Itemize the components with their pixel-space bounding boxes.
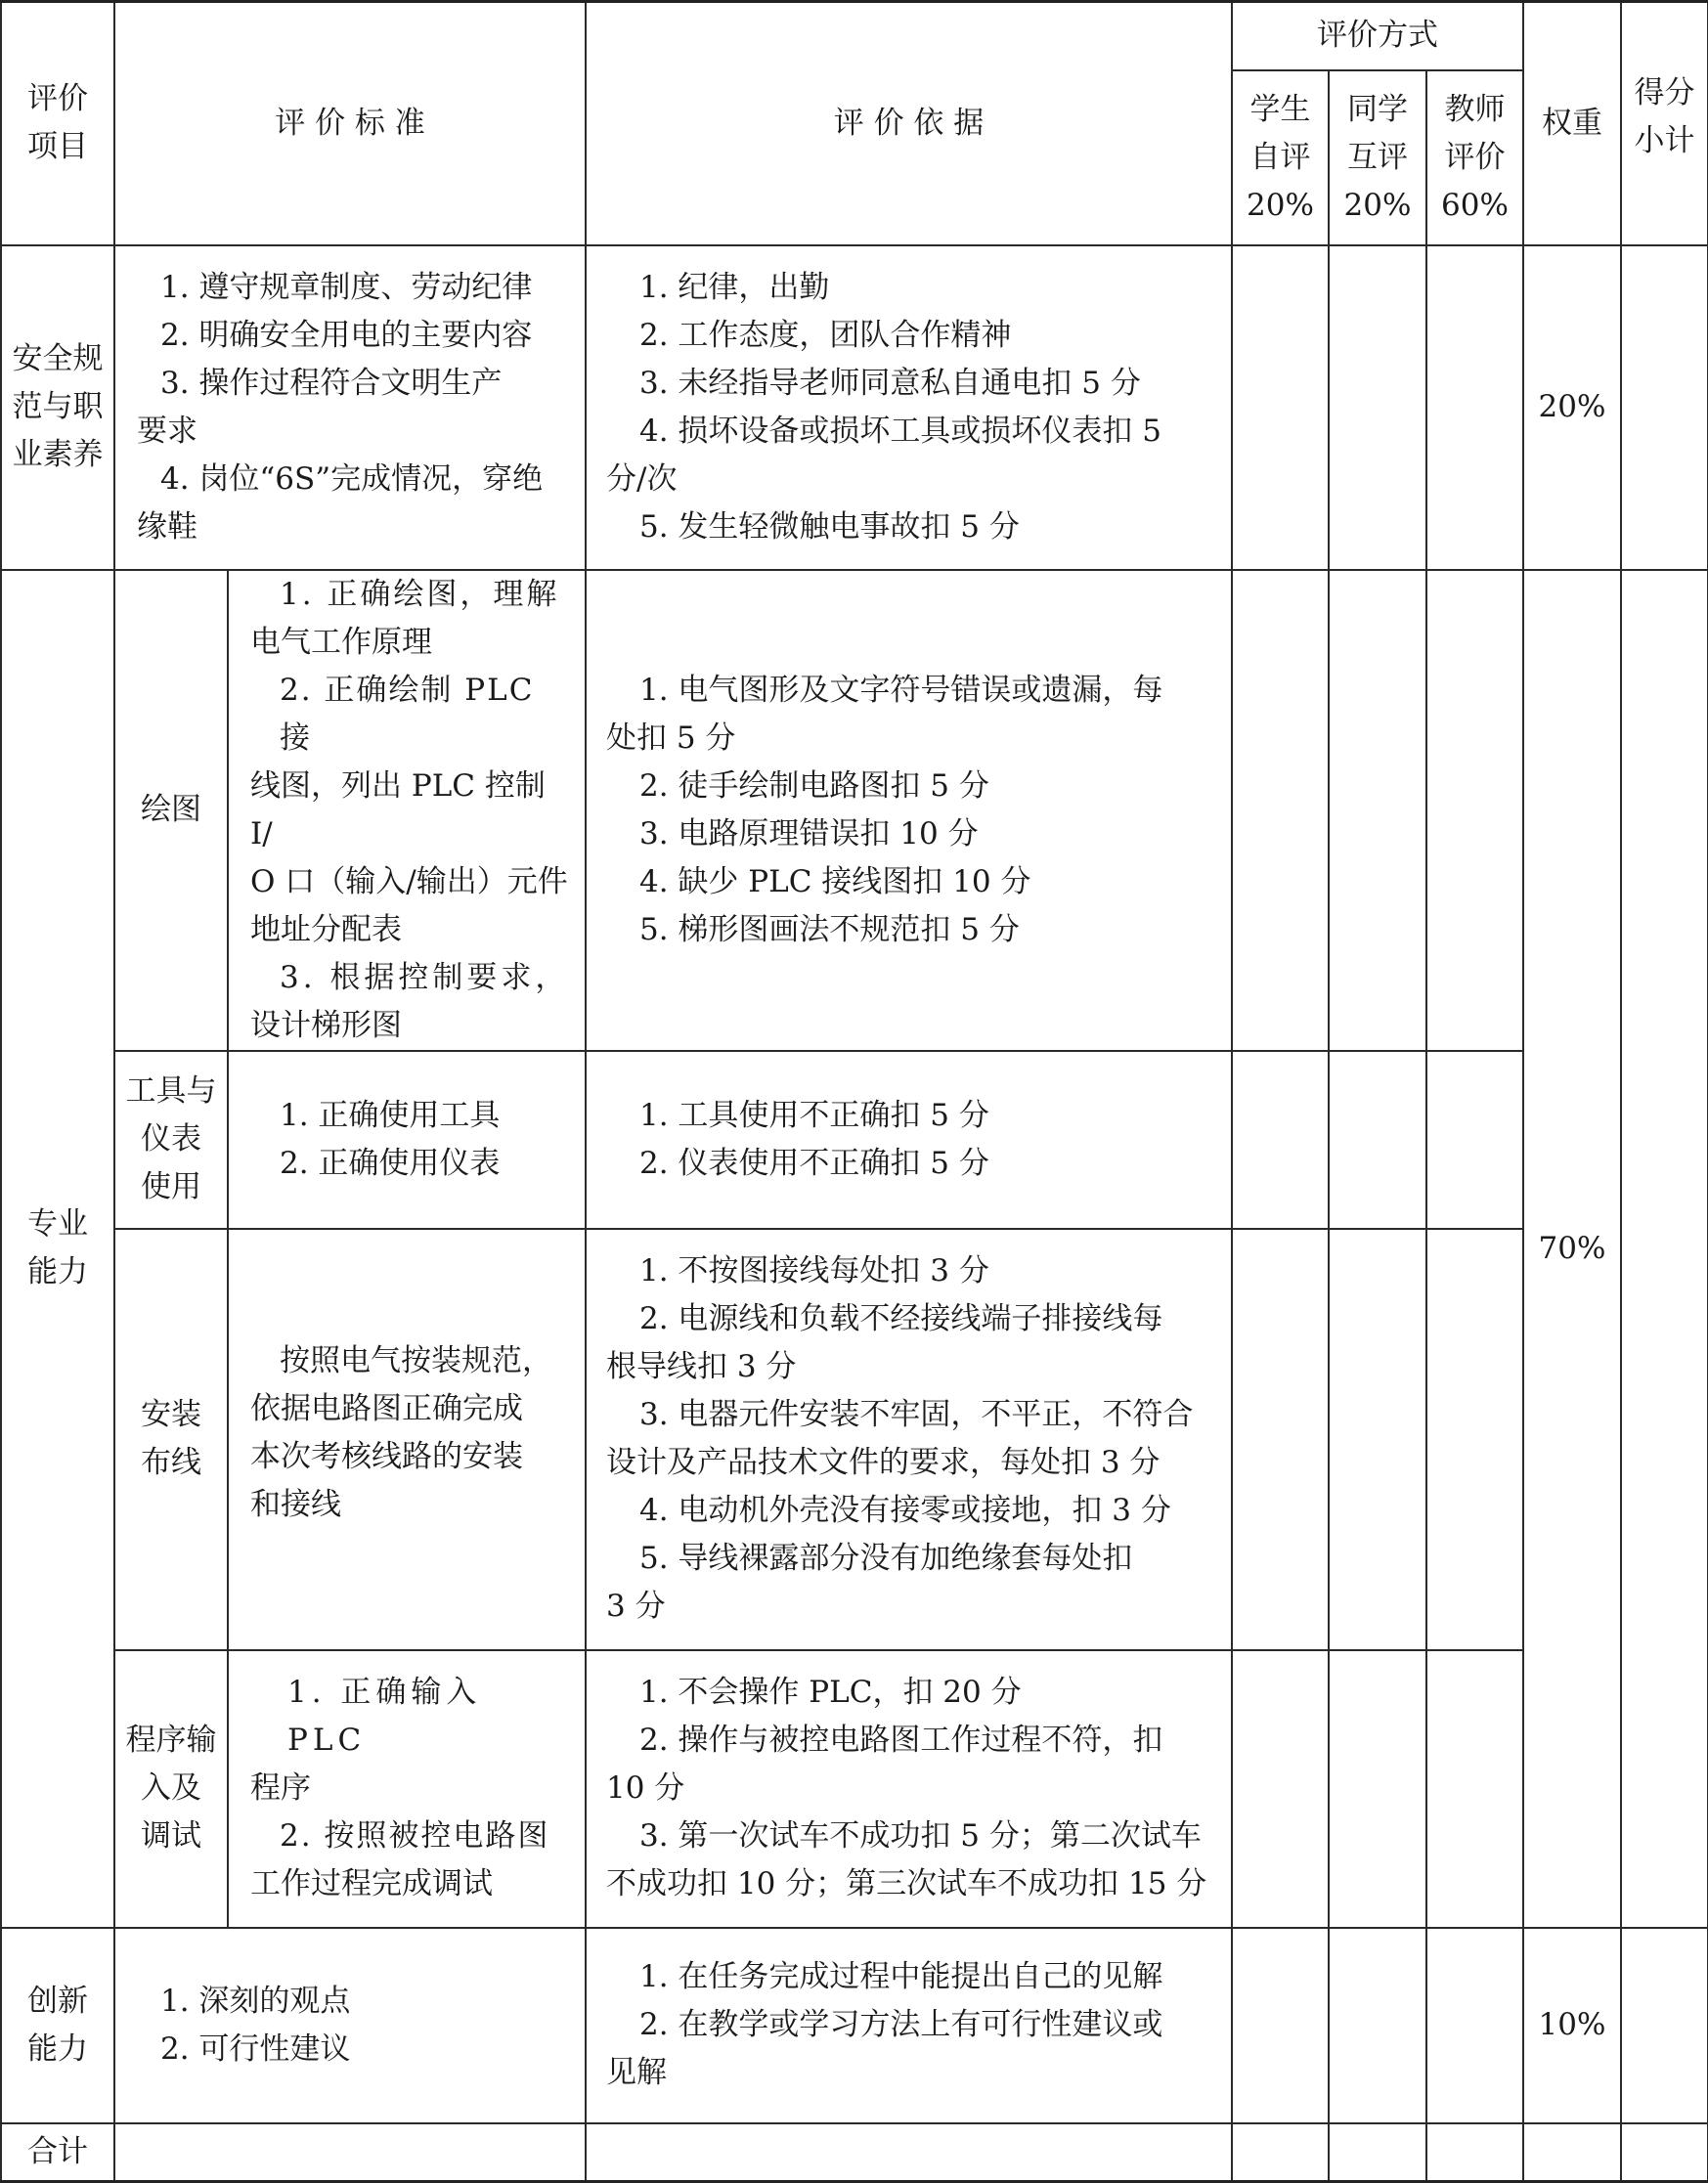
innovation-basis: 1. 在任务完成过程中能提出自己的见解 2. 在教学或学习方法上有可行性建议或 见解 <box>586 1928 1232 2123</box>
total-self-score <box>1232 2123 1329 2182</box>
table-row <box>1 1650 1708 1928</box>
program-label: 程序输 入及 调试 <box>114 1650 228 1928</box>
safety-basis: 1. 纪律，出勤 2. 工作态度，团队合作精神 3. 未经指导老师同意私自通电扣 5 分 4. 损坏设备或损坏工具或损坏仪表扣 5 分/次 5. 发生轻微触电事故扣 5 分 <box>586 245 1232 570</box>
tools-peer-score <box>1329 1051 1426 1229</box>
header-peer-eval: 同学 互评 20% <box>1329 70 1426 245</box>
professional-subtotal <box>1621 570 1708 1928</box>
table-row <box>1 245 1708 570</box>
innovation-subtotal <box>1621 1928 1708 2123</box>
safety-peer-score <box>1329 245 1426 570</box>
safety-self-score <box>1232 245 1329 570</box>
install-peer-score <box>1329 1229 1426 1650</box>
innovation-self-score <box>1232 1928 1329 2123</box>
header-self-eval: 学生 自评 20% <box>1232 70 1329 245</box>
safety-weight: 20% <box>1523 245 1621 570</box>
drawing-self-score <box>1232 570 1329 1051</box>
program-standard: 1. 正确输入 PLC 程序 2. 按照被控电路图 工作过程完成调试 <box>228 1650 586 1928</box>
innovation-item: 创新 能力 <box>1 1928 114 2123</box>
total-basis <box>586 2123 1232 2182</box>
header-teacher-eval: 教师 评价 60% <box>1426 70 1523 245</box>
table-row <box>1 1051 1708 1229</box>
table-row <box>1 2123 1708 2182</box>
program-basis: 1. 不会操作 PLC，扣 20 分 2. 操作与被控电路图工作过程不符，扣 10 分 3. 第一次试车不成功扣 5 分；第二次试车 不成功扣 10 分；第三次试车不成功扣 15 分 <box>586 1650 1232 1928</box>
drawing-peer-score <box>1329 570 1426 1051</box>
professional-weight: 70% <box>1523 570 1621 1928</box>
safety-subtotal <box>1621 245 1708 570</box>
drawing-label: 绘图 <box>114 570 228 1051</box>
install-standard: 按照电气按装规范， 依据电路图正确完成 本次考核线路的安装 和接线 <box>228 1229 586 1650</box>
professional-item: 专业 能力 <box>1 570 114 1928</box>
total-teacher-score <box>1426 2123 1523 2182</box>
tools-teacher-score <box>1426 1051 1523 1229</box>
install-self-score <box>1232 1229 1329 1650</box>
safety-standard: 1. 遵守规章制度、劳动纪律 2. 明确安全用电的主要内容 3. 操作过程符合文明生产 要求 4. 岗位“6S”完成情况，穿绝 缘鞋 <box>114 245 586 570</box>
install-basis: 1. 不按图接线每处扣 3 分 2. 电源线和负载不经接线端子排接线每 根导线扣 3 分 3. 电器元件安装不牢固，不平正，不符合 设计及产品技术文件的要求，每处扣 3 分 4. 电动机外壳没有接零或接地，扣 3 分 5. 导线裸露部分没有加绝缘套每处扣 3 分 <box>586 1229 1232 1650</box>
tools-label: 工具与 仪表 使用 <box>114 1051 228 1229</box>
tools-standard: 1. 正确使用工具 2. 正确使用仪表 <box>228 1051 586 1229</box>
program-teacher-score <box>1426 1650 1523 1928</box>
header-score: 得分 小计 <box>1621 2 1708 245</box>
table-row <box>1 1928 1708 2123</box>
header-weight: 权重 <box>1523 2 1621 245</box>
total-peer-score <box>1329 2123 1426 2182</box>
table-row <box>1 570 1708 1051</box>
tools-basis: 1. 工具使用不正确扣 5 分 2. 仪表使用不正确扣 5 分 <box>586 1051 1232 1229</box>
header-method: 评价方式 <box>1232 2 1523 70</box>
innovation-teacher-score <box>1426 1928 1523 2123</box>
drawing-basis: 1. 电气图形及文字符号错误或遗漏，每 处扣 5 分 2. 徒手绘制电路图扣 5 分 3. 电路原理错误扣 10 分 4. 缺少 PLC 接线图扣 10 分 5. 梯形图画法不规范扣 5 分 <box>586 570 1232 1051</box>
innovation-weight: 10% <box>1523 1928 1621 2123</box>
total-standard <box>114 2123 586 2182</box>
total-weight <box>1523 2123 1621 2182</box>
header-basis: 评 价 依 据 <box>586 2 1232 245</box>
safety-teacher-score <box>1426 245 1523 570</box>
innovation-peer-score <box>1329 1928 1426 2123</box>
program-peer-score <box>1329 1650 1426 1928</box>
total-subtotal <box>1621 2123 1708 2182</box>
install-label: 安装 布线 <box>114 1229 228 1650</box>
total-label: 合计 <box>1 2123 114 2182</box>
table-row <box>1 1229 1708 1650</box>
drawing-standard: 1. 正确绘图，理解 电气工作原理 2. 正确绘制 PLC 接 线图，列出 PLC 控制 I/ O 口（输入/输出）元件 地址分配表 3. 根据控制要求， 设计梯形图 <box>228 570 586 1051</box>
safety-item: 安全规 范与职 业素养 <box>1 245 114 570</box>
program-self-score <box>1232 1650 1329 1928</box>
drawing-teacher-score <box>1426 570 1523 1051</box>
tools-self-score <box>1232 1051 1329 1229</box>
header-standard: 评 价 标 准 <box>114 2 586 245</box>
header-item: 评价 项目 <box>1 2 114 245</box>
install-teacher-score <box>1426 1229 1523 1650</box>
innovation-standard: 1. 深刻的观点 2. 可行性建议 <box>114 1928 586 2123</box>
